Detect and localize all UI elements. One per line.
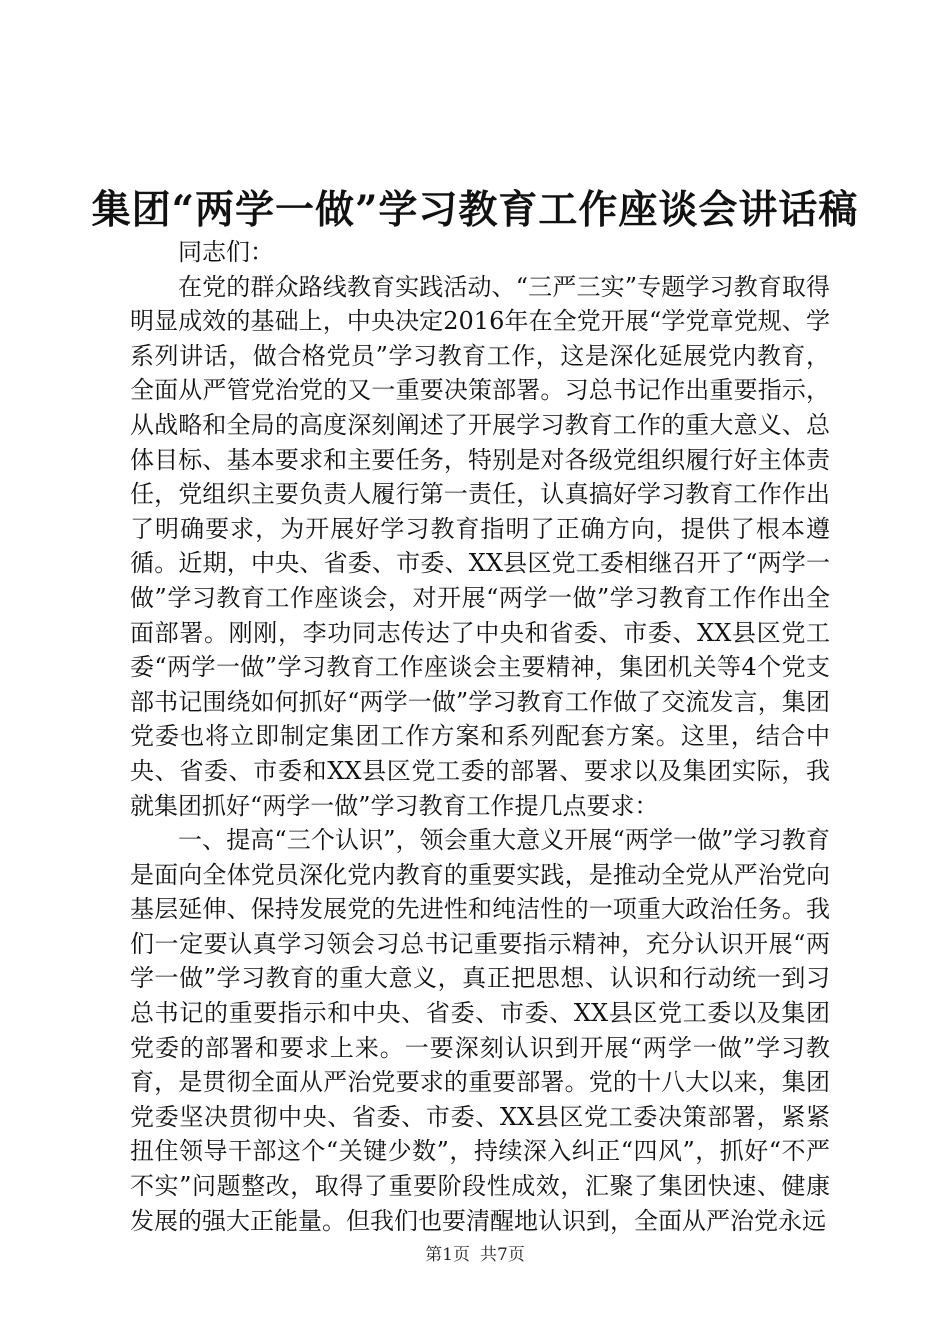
document-title: 集团“两学一做”学习教育工作座谈会讲话稿 bbox=[91, 187, 859, 233]
document-body bbox=[130, 235, 830, 1238]
page-footer bbox=[0, 1243, 950, 1267]
paragraph: 在党的群众路线教育实践活动、“三严三实”专题学习教育取得明显成效的基础上，中央决定2016年在全党开展“学党章党规、学系列讲话，做合格党员”学习教育工作，这是深化延展党内教育，全面从严管党治党的又一重要决策部署。习总书记作出重要指示，从战略和全局的高度深刻阐述了开展学习教育工作的重大意义、总体目标、基本要求和主要任务，特别是对各级党组织履行好主体责任，党组织主要负责人履行第一责任，认真搞好学习教育工作作出了明确要求，为开展好学习教育指明了正确方向，提供了根本遵循。近期，中央、省委、市委、XX县区党工委相继召开了“两学一做”学习教育工作座谈会，对开展“两学一做”学习教育工作作出全面部署。刚刚，李功同志传达了中央和省委、市委、XX县区党工委“两学一做”学习教育工作座谈会主要精神，集团机关等4个党支部书记围绕如何抓好“两学一做”学习教育工作做了交流发言，集团党委也将立即制定集团工作方案和系列配套方案。这里，结合中央、省委、市委和XX县区党工委的部署、要求以及集团实际，我就集团抓好“两学一做”学习教育工作提几点要求： bbox=[130, 272, 830, 820]
page-number: 第1页 bbox=[425, 1245, 470, 1265]
paragraph: 一、提高“三个认识”，领会重大意义开展“两学一做”学习教育是面向全体党员深化党内教育的重要实践，是推动全党从严治党向基层延伸、保持发展党的先进性和纯洁性的一项重大政治任务。我们一定要认真学习领会习总书记重要指示精神，充分认识开展“两学一做”学习教育的重大意义，真正把思想、认识和行动统一到习总书记的重要指示和中央、省委、市委、XX县区党工委以及集团党委的部署和要求上来。一要深刻认识到开展“两学一做”学习教育，是贯彻全面从严治党要求的重要部署。党的十八大以来，集团党委坚决贯彻中央、省委、市委、XX县区党工委决策部署，紧紧扭住领导干部这个“关键少数”，持续深入纠正“四风”，抓好“不严不实”问题整改，取得了重要阶段性成效，汇聚了集团快速、健康发展的强大正能量。但我们也要清醒地认识到，全面从严治党永远 bbox=[130, 826, 830, 1235]
greeting: 同志们： bbox=[178, 238, 274, 266]
page-total: 共7页 bbox=[480, 1245, 525, 1265]
